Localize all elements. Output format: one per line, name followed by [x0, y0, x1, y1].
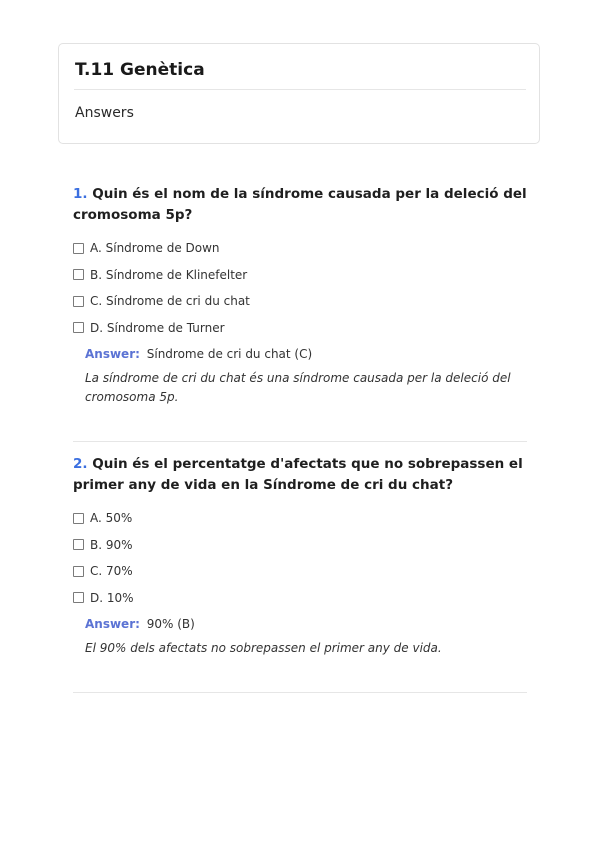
option-a[interactable] — [73, 505, 528, 532]
checkbox-icon[interactable] — [73, 566, 84, 577]
question-text — [73, 184, 528, 226]
question-text — [73, 454, 528, 496]
option-label: B. Síndrome de Klinefelter — [90, 267, 248, 282]
answer-explanation: La síndrome de cri du chat és una síndrome causada per la deleció del cromosoma 5p. — [85, 371, 511, 404]
option-a[interactable] — [73, 235, 528, 262]
question-divider — [73, 441, 527, 442]
title-divider — [74, 89, 526, 90]
checkbox-icon[interactable] — [73, 269, 84, 280]
option-label: D. Síndrome de Turner — [90, 320, 225, 335]
option-d[interactable] — [73, 585, 528, 612]
answer-value: 90% (B) — [146, 617, 195, 631]
option-b[interactable] — [73, 532, 528, 559]
question-number: 2. — [73, 456, 88, 472]
question-number: 1. — [73, 186, 88, 202]
page-title: T.11 Genètica — [75, 60, 205, 80]
option-c[interactable] — [73, 558, 528, 585]
question-2 — [73, 454, 528, 658]
option-c[interactable] — [73, 288, 528, 315]
checkbox-icon[interactable] — [73, 592, 84, 603]
answer-label: Answer: — [85, 347, 140, 361]
answer-explanation: El 90% dels afectats no sobrepassen el primer any de vida. — [85, 641, 442, 655]
checkbox-icon[interactable] — [73, 296, 84, 307]
question-1 — [73, 184, 528, 407]
option-list — [73, 235, 528, 341]
question-prompt: Quin és el percentatge d'afectats que no sobrepassen el primer any de vida en la Síndrome de cri du chat? — [73, 456, 523, 493]
answer-label: Answer: — [85, 617, 140, 631]
answer-line — [85, 347, 528, 361]
option-label: D. 10% — [90, 590, 134, 605]
checkbox-icon[interactable] — [73, 243, 84, 254]
option-label: B. 90% — [90, 537, 133, 552]
answer-line — [85, 617, 528, 631]
option-b[interactable] — [73, 262, 528, 289]
option-d[interactable] — [73, 315, 528, 342]
option-label: A. 50% — [90, 511, 133, 526]
question-prompt: Quin és el nom de la síndrome causada per la deleció del cromosoma 5p? — [73, 186, 527, 223]
page-subtitle: Answers — [75, 105, 134, 121]
checkbox-icon[interactable] — [73, 539, 84, 550]
option-list — [73, 505, 528, 611]
option-label: A. Síndrome de Down — [90, 241, 220, 256]
answer-value: Síndrome de cri du chat (C) — [146, 347, 313, 361]
option-label: C. 70% — [90, 564, 133, 579]
question-divider — [73, 692, 527, 693]
checkbox-icon[interactable] — [73, 322, 84, 333]
header-card — [58, 43, 540, 144]
checkbox-icon[interactable] — [73, 513, 84, 524]
option-label: C. Síndrome de cri du chat — [90, 294, 250, 309]
